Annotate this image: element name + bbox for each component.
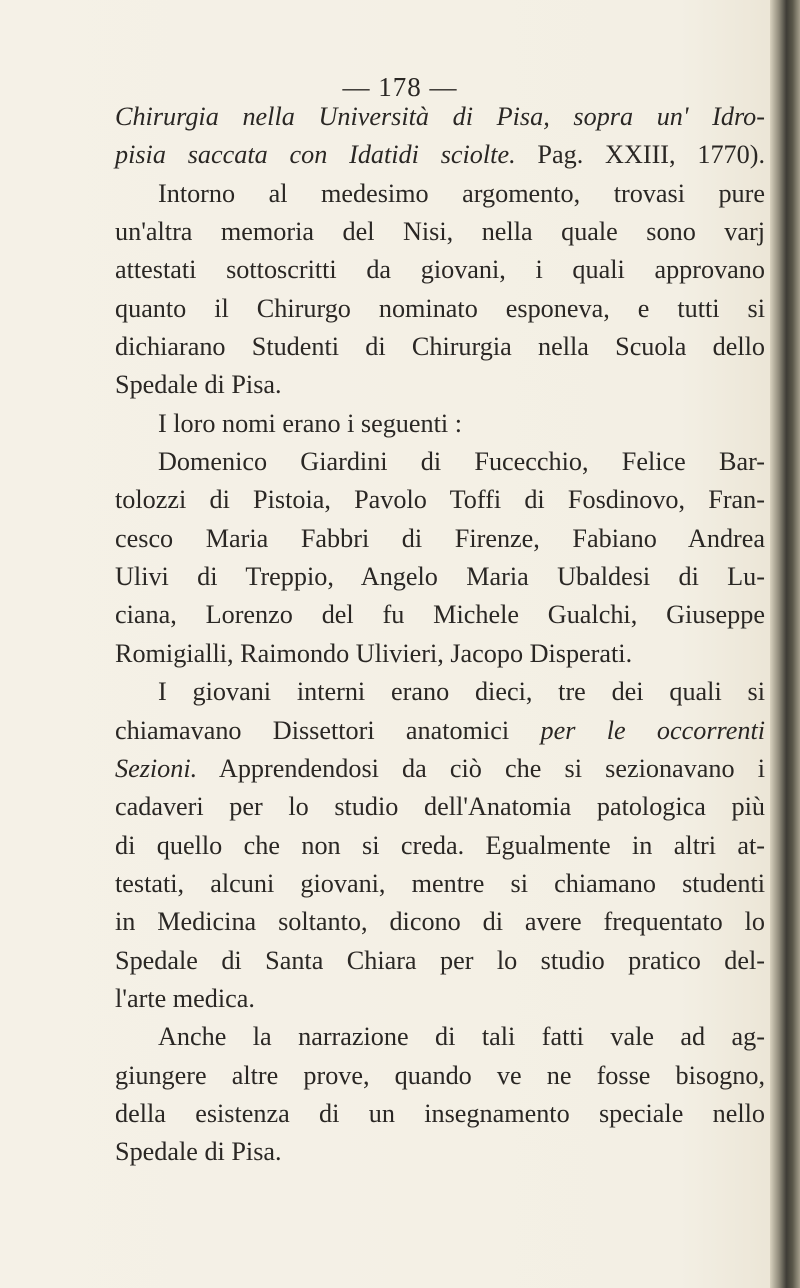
- body-text: [115, 98, 765, 1172]
- text-line: Ulivi di Treppio, Angelo Maria Ubaldesi di Lu-: [115, 562, 765, 592]
- text-line: attestati sottoscritti da giovani, i quali approvano: [115, 255, 765, 285]
- text-line: testati, alcuni giovani, mentre si chiamano studenti: [115, 868, 765, 898]
- text-line: [115, 136, 765, 174]
- text-line: Romigialli, Raimondo Ulivieri, Jacopo Disperati.: [115, 638, 633, 668]
- text-line: Anche la narrazione di tali fatti vale ad ag-: [158, 1022, 765, 1052]
- text-line: [115, 98, 765, 136]
- book-spine-edge: [770, 0, 800, 1288]
- text-line: Spedale di Santa Chiara per lo studio pratico del-: [115, 945, 765, 975]
- text-line: [115, 750, 765, 788]
- text-segment: Apprendendosi da ciò che si sezionavano i: [218, 753, 765, 783]
- text-line: Spedale di Pisa.: [115, 1137, 282, 1167]
- text-line: cadaveri per lo studio dell'Anatomia patologica più: [115, 792, 765, 822]
- text-line: quanto il Chirurgo nominato esponeva, e tutti si: [115, 293, 765, 323]
- italic-citation: pisia saccata con Idatidi sciolte.: [115, 140, 516, 170]
- citation-page: Pag. XXIII, 1770).: [537, 140, 765, 170]
- text-line: di quello che non si creda. Egualmente in altri at-: [115, 830, 765, 860]
- text-line: Intorno al medesimo argomento, trovasi pure: [158, 178, 765, 208]
- text-line: ciana, Lorenzo del fu Michele Gualchi, Giuseppe: [115, 600, 765, 630]
- italic-phrase: per le occorrenti: [540, 715, 766, 745]
- text-line: giungere altre prove, quando ve ne fosse bisogno,: [115, 1060, 765, 1090]
- text-line: I loro nomi erano i seguenti :: [158, 408, 462, 438]
- text-line: Domenico Giardini di Fucecchio, Felice Bar-: [158, 447, 765, 477]
- text-line: della esistenza di un insegnamento speciale nello: [115, 1098, 765, 1128]
- text-line: I giovani interni erano dieci, tre dei quali si: [158, 677, 765, 707]
- text-line: [115, 712, 765, 750]
- text-line: cesco Maria Fabbri di Firenze, Fabiano Andrea: [115, 523, 765, 553]
- text-line: Spedale di Pisa.: [115, 370, 282, 400]
- text-segment: chiamavano Dissettori anatomici: [115, 715, 510, 745]
- italic-citation: Chirurgia nella Università di Pisa, sopra un' Idro-: [115, 102, 765, 131]
- text-line: l'arte medica.: [115, 983, 255, 1013]
- text-line: tolozzi di Pistoia, Pavolo Toffi di Fosdinovo, Fran-: [115, 485, 765, 515]
- page-number-header: — 178 —: [342, 72, 458, 102]
- text-line: in Medicina soltanto, dicono di avere frequentato lo: [115, 907, 765, 937]
- text-line: un'altra memoria del Nisi, nella quale sono varj: [115, 217, 765, 247]
- text-line: dichiarano Studenti di Chirurgia nella Scuola dello: [115, 332, 765, 362]
- italic-phrase: Sezioni.: [115, 753, 198, 783]
